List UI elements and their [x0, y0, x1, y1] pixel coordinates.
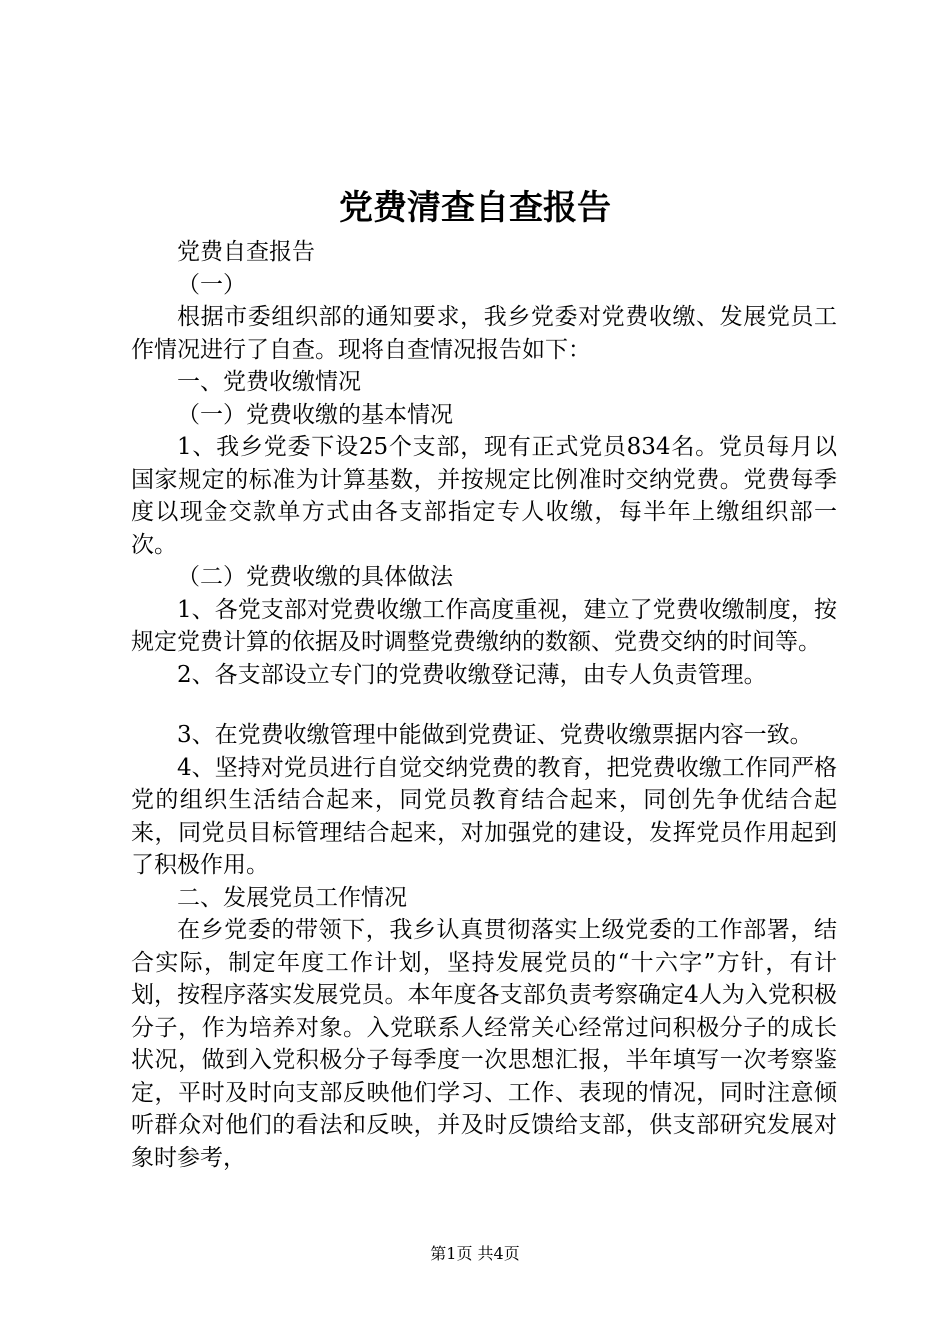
paragraph: 2、各支部设立专门的党费收缴登记薄，由专人负责管理。 [177, 661, 767, 688]
section-heading: 二、发展党员工作情况 [177, 884, 407, 911]
document-title: 党费清查自查报告 [339, 188, 611, 228]
section-heading: 一、党费收缴情况 [177, 369, 361, 395]
paragraph: 在乡党委的带领下，我乡认真贯彻落实上级党委的工作部署，结合实际，制定年度工作计划，坚持发展党员的“十六字”方针，有计划，按程序落实发展党员。本年度各支部负责考察确定4人为入党积极分子，作为培养对象。入党联系人经常关心经常过问积极分子的成长状况，做到入党积极分子每季度一次思想汇报，半年填写一次考察鉴定，平时及时向支部反映他们学习、工作、表现的情况，同时注意倾听群众对他们的看法和反映，并及时反馈给支部，供支部研究发展对象时参考， [131, 917, 837, 1171]
paragraph: 1、各党支部对党费收缴工作高度重视，建立了党费收缴制度，按规定党费计算的依据及时调整党费缴纳的数额、党费交纳的时间等。 [131, 596, 837, 655]
paragraph: 根据市委组织部的通知要求，我乡党委对党费收缴、发展党员工作情况进行了自查。现将自查情况报告如下： [131, 304, 837, 363]
paragraph: 1、我乡党委下设25个支部，现有正式党员834名。党员每月以国家规定的标准为计算基数，并按规定比例准时交纳党费。党费每季度以现金交款单方式由各支部指定专人收缴，每半年上缴组织部一次。 [131, 434, 837, 558]
subsection-heading: （一）党费收缴的基本情况 [177, 401, 453, 428]
page-footer: 第1页 共4页 [430, 1244, 520, 1263]
paragraph: 4、坚持对党员进行自觉交纳党费的教育，把党费收缴工作同严格党的组织生活结合起来，同党员教育结合起来，同创先争优结合起来，同党员目标管理结合起来，对加强党的建设，发挥党员作用起到了积极作用。 [131, 754, 837, 878]
paragraph: 党费自查报告 [177, 239, 315, 265]
subsection-heading: （二）党费收缴的具体做法 [177, 564, 453, 590]
paragraph: （一） [177, 271, 246, 298]
document-body [131, 236, 837, 1174]
paragraph: 3、在党费收缴管理中能做到党费证、党费收缴票据内容一致。 [177, 722, 813, 748]
